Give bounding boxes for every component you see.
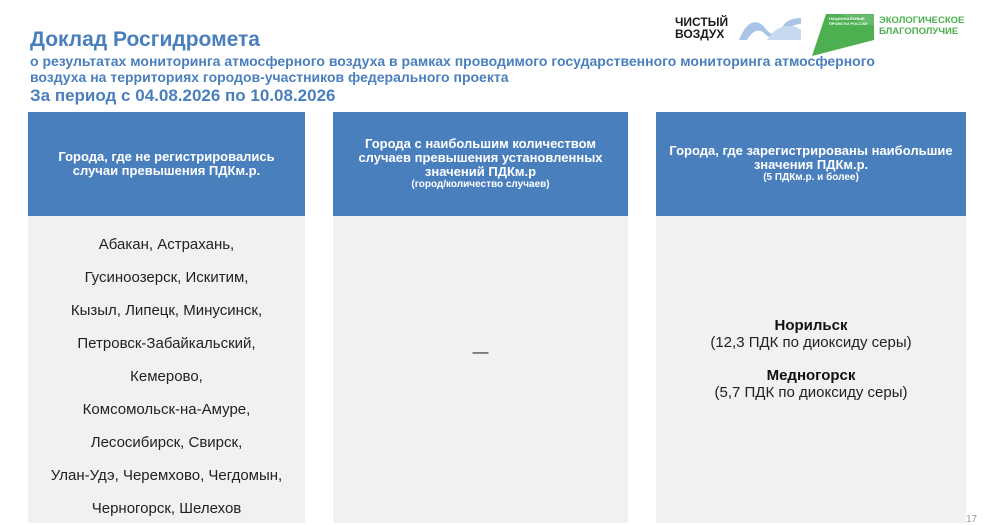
- column-body: [656, 216, 966, 523]
- list-item: Лесосибирск, Свирск,: [90, 434, 243, 451]
- report-period: За период с 04.08.2026 по 10.08.2026: [30, 86, 336, 105]
- column-header: Города, где зарегистрированы наибольшие значения ПДКм.р. (5 ПДКм.р. и более): [656, 112, 966, 216]
- city-name: Медногорск: [766, 367, 856, 384]
- city-detail: (12,3 ПДК по диоксиду серы): [710, 334, 912, 351]
- list-item: Гусиноозерск, Искитим,: [84, 269, 249, 286]
- empty-value: —: [472, 344, 489, 361]
- wave-logo-icon: [737, 14, 803, 42]
- column-header: Города с наибольшим количеством случаев превышения установленных значений ПДКм.р (город/количество случаев): [333, 112, 628, 216]
- list-item: [656, 367, 966, 401]
- list-item: Черногорск, Шелехов: [91, 500, 242, 517]
- list-item: [656, 317, 966, 351]
- page-number: 17: [966, 514, 978, 525]
- column-highest-values: [656, 112, 966, 523]
- list-item: Кемерово,: [130, 368, 203, 385]
- page-subtitle: о результатах мониторинга атмосферного воздуха в рамках проводимого государственного мониторинга атмосферного воздуха на территориях городов-участников федерального проекта: [30, 53, 875, 85]
- column-body: [333, 216, 628, 523]
- eco-logo-text: ЭКОЛОГИЧЕСКОЕ БЛАГОПОЛУЧИЕ: [879, 15, 965, 37]
- page-title: Доклад Росгидромета: [30, 28, 260, 51]
- column-note: (5 ПДКм.р. и более): [763, 172, 859, 183]
- list-item: Комсомольск-на-Амуре,: [82, 401, 251, 418]
- eco-logo-small-text: НАЦИОНАЛЬНЫЕ ПРОЕКТЫ РОССИИ: [829, 16, 868, 26]
- highest-values-list: [656, 317, 966, 417]
- list-item: Улан-Удэ, Черемхово, Чегдомын,: [50, 467, 283, 484]
- column-header: Города, где не регистрировались случаи превышения ПДКм.р.: [28, 112, 305, 216]
- city-name: Норильск: [774, 317, 848, 334]
- eco-logo: [812, 12, 977, 58]
- list-item: Петровск-Забайкальский,: [77, 335, 256, 352]
- city-list: [28, 216, 305, 525]
- clean-air-logo-text: ЧИСТЫЙ ВОЗДУХ: [675, 15, 729, 41]
- clean-air-logo: [675, 14, 805, 44]
- list-item: Абакан, Астрахань,: [98, 236, 235, 253]
- column-body: [28, 216, 305, 523]
- list-item: Кызыл, Липецк, Минусинск,: [70, 302, 263, 319]
- column-note: (город/количество случаев): [411, 179, 550, 190]
- column-most-cases: [333, 112, 628, 523]
- column-no-exceedance: [28, 112, 305, 523]
- city-detail: (5,7 ПДК по диоксиду серы): [714, 384, 908, 401]
